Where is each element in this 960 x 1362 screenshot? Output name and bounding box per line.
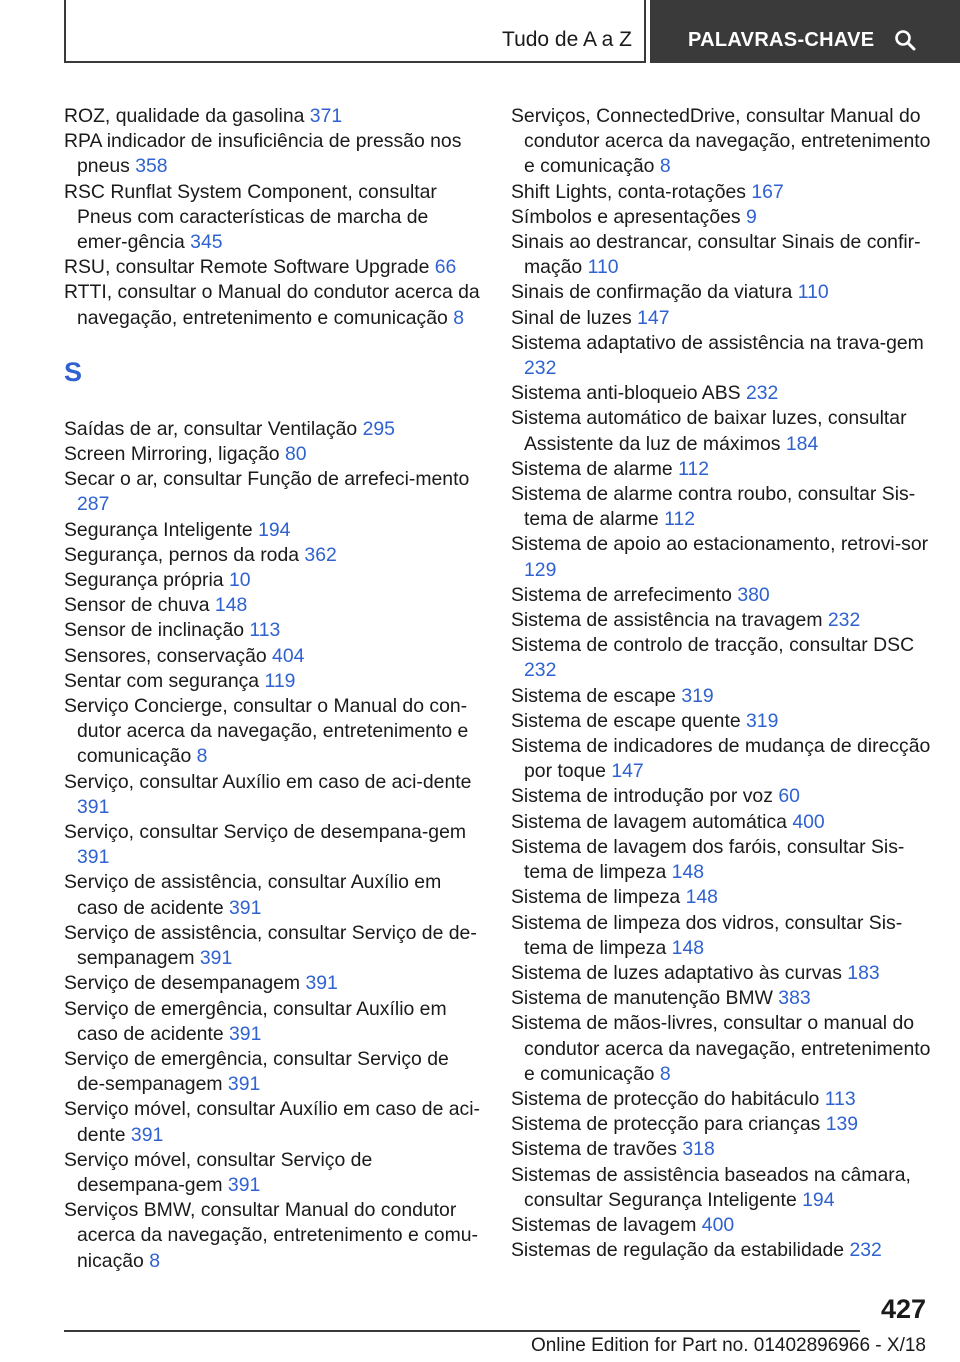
index-entry (511, 684, 931, 709)
index-entry-text: RPA indicador de insuficiência de pressão nos pneus (64, 130, 462, 178)
index-entry-text: Shift Lights, conta-rotações (511, 180, 746, 203)
index-entry (511, 381, 931, 406)
page-reference-link[interactable]: 404 (272, 644, 305, 667)
index-entry (511, 306, 931, 331)
index-entry-text: Sistemas de assistência baseados na câmara, consultar Segurança Inteligente (511, 1163, 911, 1211)
index-entry (64, 997, 482, 1047)
page-reference-link[interactable]: 66 (434, 256, 457, 279)
index-entry (64, 442, 482, 467)
page-reference-link[interactable]: 184 (785, 432, 819, 455)
index-entry (511, 583, 931, 608)
index-entry-text: Serviços, ConnectedDrive, consultar Manual do condutor acerca da navegação, entretenimento e comunicação (511, 105, 931, 178)
index-entry-text: Sistema de mãos-livres, consultar o manual do condutor acerca da navegação, entretenimento e comunicação (511, 1012, 931, 1085)
index-entry (511, 482, 931, 532)
index-entry-text: Sistema de escape quente (511, 709, 741, 732)
index-column-left (64, 104, 482, 1274)
index-entry (64, 568, 482, 593)
index-entry-text: Sinais ao destrancar, consultar Sinais de confir‐mação (511, 231, 921, 279)
index-group-r (64, 104, 482, 331)
index-entry-text: Sistema anti-bloqueio ABS (511, 382, 741, 405)
page-reference-link[interactable]: 8 (453, 306, 465, 329)
index-entry (64, 921, 482, 971)
page-reference-link[interactable]: 148 (214, 594, 248, 617)
index-entry-text: Secar o ar, consultar Função de arrefeci‐mento (64, 468, 470, 491)
index-entry (511, 986, 931, 1011)
index-entry (64, 593, 482, 618)
index-entry (511, 1087, 931, 1112)
page-reference-link[interactable]: 391 (77, 795, 110, 818)
index-entry-text: ROZ, qualidade da gasolina (64, 105, 305, 127)
index-entry (511, 331, 931, 381)
index-entry-text: Serviço Concierge, consultar o Manual do con‐dutor acerca da navegação, entretenimento e comunicação (64, 695, 469, 768)
index-entry-text: Sensor de chuva (64, 594, 210, 617)
index-entry-text: RSC Runflat System Component, consultar Pneus com características de marcha de emer‐gência (64, 180, 437, 254)
index-entry-text: Sistema de limpeza (511, 886, 681, 909)
index-entry-text: Serviço de assistência, consultar Auxílio em caso de acidente (64, 871, 442, 919)
index-entry-text: Sistema de arrefecimento (511, 583, 732, 606)
page-reference-link[interactable]: 232 (827, 609, 861, 632)
page-reference-link[interactable]: 148 (671, 936, 705, 959)
page-reference-link[interactable]: 319 (681, 684, 714, 707)
page-reference-link[interactable]: 358 (135, 155, 168, 178)
keywords-tab-label: PALAVRAS-CHAVE (688, 29, 875, 51)
page-reference-link[interactable]: 391 (130, 1123, 164, 1146)
index-entry-text: Sensor de inclinação (64, 619, 245, 642)
index-entry (64, 543, 482, 568)
page-reference-link[interactable]: 318 (682, 1138, 715, 1161)
index-entry-text: Sistema de indicadores de mudança de direcção por toque (511, 735, 931, 783)
index-entry (511, 230, 931, 280)
index-entry-text: Sistemas de lavagem (511, 1213, 697, 1236)
index-entry-text: Saídas de ar, consultar Ventilação (64, 417, 358, 440)
index-entry (64, 820, 482, 870)
footer-edition-text: Online Edition for Part no. 01402896966 - X/18 (530, 1335, 926, 1356)
index-entry (64, 669, 482, 694)
index-entry (64, 180, 482, 256)
index-entry (64, 518, 482, 543)
header-tab[interactable] (64, 0, 646, 63)
page-reference-link[interactable]: 287 (77, 493, 110, 516)
index-entry-text: Serviço de emergência, consultar Auxílio em caso de acidente (64, 997, 447, 1045)
index-entry-text: Segurança, pernos da roda (64, 543, 300, 566)
section-letter: S (64, 356, 83, 387)
index-entry (511, 406, 931, 456)
page-reference-link[interactable]: 183 (847, 961, 880, 984)
page-reference-link[interactable]: 148 (685, 886, 718, 909)
page-reference-link[interactable]: 148 (671, 861, 705, 884)
index-entry (511, 1112, 931, 1137)
index-entry (511, 1213, 931, 1238)
page-reference-link[interactable]: 167 (751, 180, 784, 203)
page-reference-link[interactable]: 232 (849, 1239, 882, 1262)
index-entry-text: Segurança própria (64, 569, 224, 592)
index-entry-text: Símbolos e apresentações (511, 205, 741, 228)
index-entry-text: Sistema automático de baixar luzes, consultar Assistente da luz de máximos (511, 407, 907, 455)
index-entry (511, 1011, 931, 1087)
page-reference-link[interactable]: 110 (587, 256, 619, 279)
index-entry (64, 1047, 482, 1097)
page-reference-link[interactable]: 295 (362, 417, 395, 440)
page-reference-link[interactable]: 129 (524, 558, 557, 581)
index-entry-text: RSU, consultar Remote Software Upgrade (64, 256, 430, 279)
index-entry-text: Sistemas de regulação da estabilidade (511, 1239, 845, 1262)
page-reference-link[interactable]: 391 (305, 972, 338, 995)
index-entry (511, 457, 931, 482)
page-reference-link[interactable]: 80 (284, 443, 307, 466)
index-entry (511, 180, 931, 205)
index-entry-text: Sistema de alarme (511, 457, 673, 480)
index-entry-text: Serviços BMW, consultar Manual do condutor acerca da navegação, entretenimento e comu‐nicação (64, 1199, 478, 1272)
index-entry (511, 709, 931, 734)
index-entry-text: Sentar com segurança (64, 669, 260, 692)
index-entry-text: Sistema de alarme contra roubo, consultar Sis‐tema de alarme (511, 483, 916, 531)
page-reference-link[interactable]: 8 (149, 1249, 161, 1272)
index-entry-text: Serviço, consultar Auxílio em caso de aci‐dente (64, 770, 472, 793)
index-entry (64, 644, 482, 669)
page-reference-link[interactable]: 8 (196, 745, 208, 768)
index-group-s (64, 417, 482, 1274)
index-entry (511, 1163, 931, 1213)
page-reference-link[interactable]: 147 (637, 306, 670, 329)
index-entry-text: Sensores, conservação (64, 644, 267, 667)
page-reference-link[interactable]: 110 (797, 281, 829, 304)
index-entry (64, 255, 482, 280)
page-reference-link[interactable]: 139 (825, 1113, 859, 1136)
index-entry-text: Sistema de protecção para crianças (511, 1113, 821, 1136)
page-reference-link[interactable]: 391 (77, 846, 110, 869)
index-entry-text: Segurança Inteligente (64, 518, 253, 541)
footer-divider (64, 1330, 860, 1332)
page-reference-link[interactable]: 112 (664, 508, 696, 531)
index-entry (64, 694, 482, 770)
index-entry (511, 104, 931, 180)
index-entry (64, 467, 482, 517)
page-reference-link[interactable]: 10 (228, 569, 251, 592)
index-entry-text: Sistema de introdução por voz (511, 785, 773, 808)
index-entry-text: Screen Mirroring, ligação (64, 443, 280, 466)
index-entry-text: Sistema de controlo de tracção, consultar DSC (511, 634, 915, 657)
index-entry-text: Sistema de travões (511, 1138, 677, 1161)
page-number: 427 (880, 1294, 926, 1324)
index-entry-text: Serviço, consultar Serviço de desempana‐gem (64, 821, 467, 844)
index-entry (511, 911, 931, 961)
index-entry-text: Serviço de emergência, consultar Serviço de de‐sempanagem (64, 1047, 449, 1096)
index-entry (511, 784, 931, 809)
index-entry (511, 532, 931, 582)
page-reference-link[interactable]: 391 (227, 1173, 261, 1196)
page-reference-link[interactable]: 383 (778, 987, 811, 1010)
search-icon (894, 29, 916, 51)
index-entry-text: Serviço móvel, consultar Serviço de desempana‐gem (64, 1148, 373, 1196)
index-entry-text: Sistema adaptativo de assistência na trava‐gem (511, 331, 924, 354)
index-entry (511, 835, 931, 885)
index-entry-text: Sistema de protecção do habitáculo (511, 1087, 820, 1110)
page-reference-link[interactable]: 8 (659, 155, 671, 178)
index-entry (64, 104, 482, 129)
index-group-s-continued (511, 104, 931, 1263)
index-entry (64, 770, 482, 820)
page-reference-link[interactable]: 232 (745, 382, 779, 405)
page-reference-link[interactable]: 362 (304, 543, 337, 566)
page-reference-link[interactable]: 194 (802, 1188, 835, 1211)
page-reference-link[interactable]: 400 (701, 1213, 735, 1236)
page-reference-link[interactable]: 119 (264, 669, 296, 692)
page-reference-link[interactable]: 345 (190, 231, 223, 254)
index-entry (511, 961, 931, 986)
index-entry (511, 205, 931, 230)
page-reference-link[interactable]: 400 (792, 810, 825, 833)
page-reference-link[interactable]: 232 (524, 659, 557, 682)
index-entry (64, 1198, 482, 1274)
index-entry-text: Sistema de escape (511, 684, 676, 707)
index-entry-text: Sistema de lavagem automática (511, 810, 787, 833)
index-entry (64, 1097, 482, 1147)
page-reference-link[interactable]: 380 (737, 583, 770, 606)
index-entry-text: Sistema de lavagem dos faróis, consultar Sis‐tema de limpeza (511, 835, 905, 884)
index-entry (64, 618, 482, 643)
page-reference-link[interactable]: 113 (249, 619, 281, 642)
index-entry-text: Serviço de desempanagem (64, 972, 301, 995)
page-reference-link[interactable]: 194 (258, 518, 291, 541)
index-entry-text: Serviço móvel, consultar Auxílio em caso de aci‐dente (64, 1098, 480, 1146)
index-entry-text: Serviço de assistência, consultar Serviço de de‐sempanagem (64, 921, 477, 970)
index-entry (64, 1148, 482, 1198)
page-reference-link[interactable]: 147 (611, 760, 644, 783)
index-entry (511, 608, 931, 633)
page-reference-link[interactable]: 113 (824, 1087, 856, 1110)
page-reference-link[interactable]: 391 (229, 896, 262, 919)
index-entry (64, 971, 482, 996)
page-reference-link[interactable]: 371 (309, 105, 343, 127)
index-entry (64, 870, 482, 920)
index-entry (64, 129, 482, 179)
index-entry-text: Sinal de luzes (511, 306, 632, 329)
index-entry-text: RTTI, consultar o Manual do condutor acerca da navegação, entretenimento e comunicação (64, 281, 480, 329)
index-entry (511, 1137, 931, 1162)
page-reference-link[interactable]: 232 (524, 357, 557, 380)
header-tab-label: Tudo de A a Z (502, 28, 632, 51)
index-entry (64, 280, 482, 330)
index-entry (511, 1238, 931, 1263)
page-reference-link[interactable]: 391 (199, 947, 233, 970)
index-entry-text: Sistema de apoio ao estacionamento, retrovi‐sor (511, 533, 929, 556)
page-reference-link[interactable]: 8 (659, 1062, 671, 1085)
index-entry (511, 734, 931, 784)
page-reference-link[interactable]: 112 (678, 457, 709, 480)
index-entry-text: Sistema de luzes adaptativo às curvas (511, 961, 842, 984)
keywords-tab[interactable] (650, 0, 960, 63)
page-reference-link[interactable]: 60 (778, 785, 800, 808)
index-column-right (511, 104, 931, 1263)
index-entry (511, 633, 931, 683)
index-entry (64, 417, 482, 442)
index-entry (511, 810, 931, 835)
index-entry (511, 885, 931, 910)
index-entry-text: Sistema de manutenção BMW (511, 987, 773, 1010)
index-entry-text: Sinais de confirmação da viatura (511, 281, 793, 304)
index-entry-text: Sistema de limpeza dos vidros, consultar Sis‐tema de limpeza (511, 911, 903, 959)
page-reference-link[interactable]: 391 (229, 1022, 262, 1045)
index-entry (511, 280, 931, 305)
page-reference-link[interactable]: 391 (227, 1073, 261, 1096)
index-entry-text: Sistema de assistência na travagem (511, 609, 823, 632)
page-reference-link[interactable]: 319 (746, 709, 779, 732)
page-reference-link[interactable]: 9 (745, 205, 757, 228)
